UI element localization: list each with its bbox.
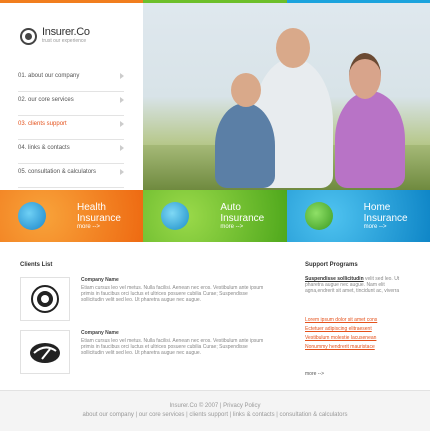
boy-head (231, 73, 261, 107)
nav-item-consultation[interactable] (18, 164, 124, 188)
cube-icon (161, 202, 189, 230)
nav-item-services[interactable] (18, 92, 124, 116)
cube-icon (305, 202, 333, 230)
nav-item-support[interactable] (18, 116, 124, 140)
tile-home-title (364, 202, 408, 224)
client-name: Company Name (81, 330, 119, 336)
tile-health-title (77, 202, 121, 224)
support-programs-title: Support Programs (305, 262, 358, 268)
nav-item-about[interactable] (18, 68, 124, 92)
tile-line1: Health (77, 202, 106, 213)
support-link[interactable]: Ectetuer adipiscing elitraesent (305, 326, 372, 332)
arrow-right-icon (120, 121, 124, 127)
client-desc: Etiam cursus leo vel metus. Nulla facilisi. Aenean nec eros. Vestibulum ante ipsum primis in faucibus orci luctus et ultrices posuere cubilia Curae; Suspendisse sollicitudin velit sed leo. Ut pharetra augue nec augue. (81, 338, 264, 356)
tile-more-link[interactable]: more --> (77, 224, 100, 230)
footer-links[interactable]: about our company | our core services | clients support | links & contacts | consultation & calculators (82, 412, 348, 418)
support-links (305, 317, 415, 350)
father-head (276, 28, 310, 68)
tile-auto-title (220, 202, 264, 224)
hero-family-photo (143, 3, 430, 190)
target-logo-icon (20, 277, 70, 321)
support-more-link[interactable]: more --> (305, 371, 325, 377)
tile-more-link[interactable]: more --> (363, 224, 387, 230)
support-lead-link[interactable]: Suspendisse sollicitudin (305, 276, 364, 282)
site-logo[interactable] (20, 27, 90, 45)
nav-label: 03. clients support (18, 121, 67, 127)
arrow-right-icon (120, 169, 124, 175)
tile-health[interactable] (0, 190, 143, 242)
nav-label: 02. our core services (18, 97, 74, 103)
girl-head (349, 53, 381, 99)
tile-line1: Home (363, 202, 391, 213)
bird-logo-icon (20, 330, 70, 374)
arrow-right-icon (120, 97, 124, 103)
top-strip-orange (0, 0, 143, 3)
insurance-tiles (0, 190, 430, 242)
logo-circle-icon (20, 28, 37, 45)
nav-label: 04. links & contacts (18, 145, 70, 151)
nav-item-links[interactable] (18, 140, 124, 164)
nav-label: 01. about our company (18, 73, 80, 79)
tile-line1: Auto (220, 202, 241, 213)
girl-figure (335, 91, 405, 188)
client-name: Company Name (81, 277, 119, 283)
logo-name: Insurer.Co (42, 26, 90, 38)
nav-label: 05. consultation & calculators (18, 169, 97, 175)
tile-more-link[interactable]: more --> (220, 224, 244, 230)
support-intro (305, 276, 415, 294)
tile-line2: Insurance (363, 213, 408, 224)
tile-home[interactable] (287, 190, 430, 242)
boy-figure (215, 103, 275, 188)
logo-tagline: trust our experience (42, 38, 87, 44)
client-item (20, 330, 270, 374)
client-item (20, 277, 270, 321)
support-link[interactable]: Nonummy hendrerit mauristace (305, 344, 375, 350)
footer-copyright: Insurer.Co © 2007 | Privacy Policy (169, 403, 261, 409)
client-desc: Etiam cursus leo vel metus. Nulla facilisi. Aenean nec eros. Vestibulum ante ipsum primis in faucibus orci luctus et ultrices posuere cubilia Curae; Suspendisse sollicitudin velit sed leo. Ut pharetra augue nec augue. (81, 285, 264, 303)
footer (0, 390, 430, 431)
support-link[interactable]: Vestibulum molestie lacusenean (305, 335, 377, 341)
tile-auto[interactable] (143, 190, 286, 242)
support-link[interactable]: Lorem ipsum dolor sit amet cons (305, 317, 378, 323)
tile-line2: Insurance (77, 213, 121, 224)
arrow-right-icon (120, 145, 124, 151)
arrow-right-icon (120, 73, 124, 79)
clients-list-title: Clients List (20, 262, 53, 268)
support-lead-text: velit sed leo. Ut pharetra augue nec augue. Nam elit agna,endrerit sit amet, tincidunt ac, viverra (305, 276, 400, 294)
globe-cube-icon (18, 202, 46, 230)
tile-line2: Insurance (220, 213, 265, 224)
main-nav (18, 68, 124, 188)
